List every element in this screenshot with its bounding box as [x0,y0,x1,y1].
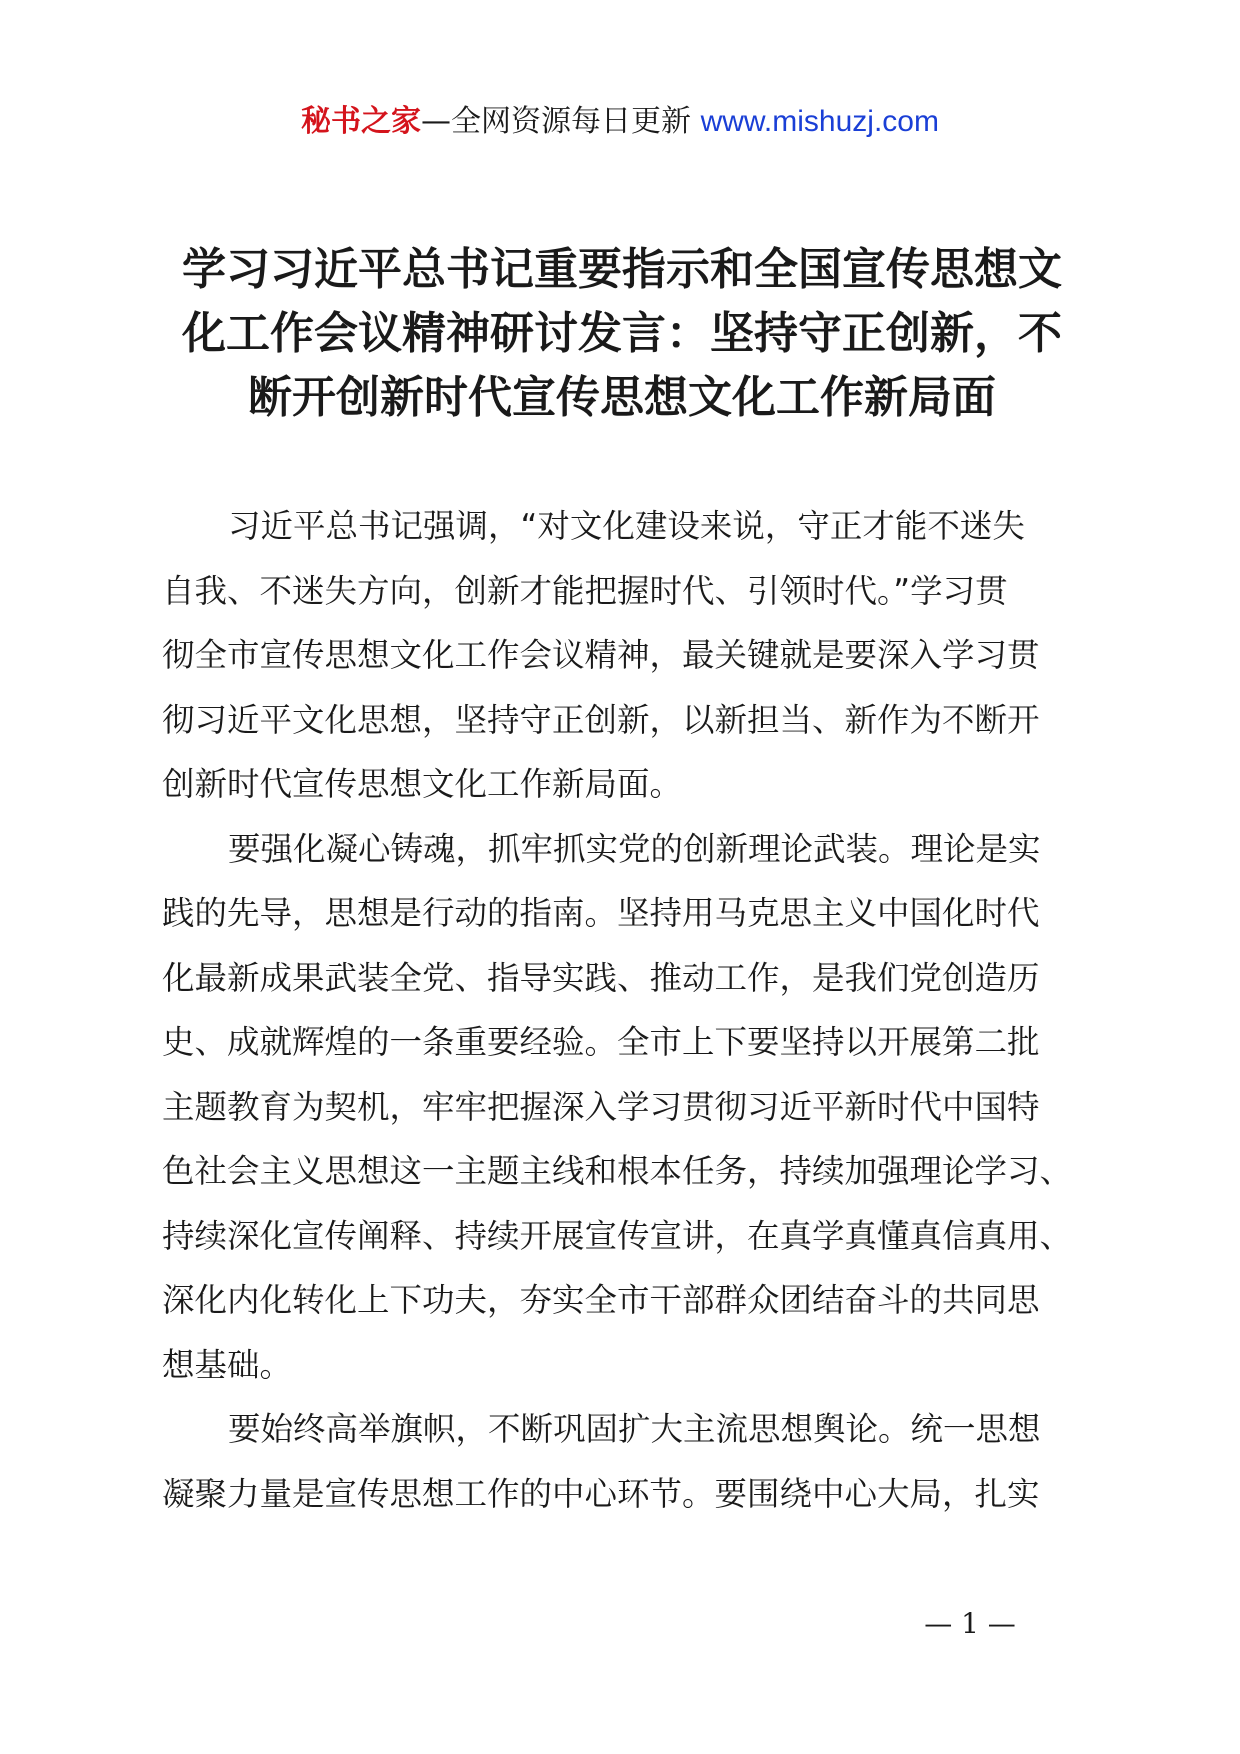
title-line: 断开创新时代宣传思想文化工作新局面 [248,372,996,423]
title-line: 学习习近平总书记重要指示和全国宣传思想文 [182,244,1062,295]
body-line: 要始终高举旗帜，不断巩固扩大主流思想舆论。统一思想 [228,1410,1041,1448]
paragraph-3 [162,1397,1082,1526]
paragraph-1 [162,494,1082,817]
header-tagline: —全网资源每日更新 [421,104,701,139]
document-body [162,494,1082,1526]
body-line: 色社会主义思想这一主题主线和根本任务，持续加强理论学习、 [162,1152,1073,1190]
body-line: 彻习近平文化思想，坚持守正创新，以新担当、新作为不断开 [162,700,1040,739]
body-line: 自我、不迷失方向，创新才能把握时代、引领时代。”学习贯 [162,571,1008,610]
body-line: 主题教育为契机，牢牢把握深入学习贯彻习近平新时代中国特 [162,1087,1040,1126]
body-line: 化最新成果武装全党、指导实践、推动工作，是我们党创造历 [162,958,1040,997]
body-line: 深化内化转化上下功夫，夯实全市干部群众团结奋斗的共同思 [162,1281,1040,1319]
body-line: 持续深化宣传阐释、持续开展宣传宣讲，在真学真懂真信真用、 [162,1216,1073,1255]
title-line: 化工作会议精神研讨发言：坚持守正创新，不 [182,308,1062,359]
body-line: 凝聚力量是宣传思想工作的中心环节。要围绕中心大局，扎实 [162,1474,1040,1513]
page-number: — 1 — [924,1607,1016,1640]
body-line: 史、成就辉煌的一条重要经验。全市上下要坚持以开展第二批 [162,1023,1040,1061]
body-line: 习近平总书记强调，“对文化建设来说，守正才能不迷失 [228,507,1025,545]
body-line: 践的先导，思想是行动的指南。坚持用马克思主义中国化时代 [162,894,1040,932]
body-line: 彻全市宣传思想文化工作会议精神，最关键就是要深入学习贯 [162,636,1040,674]
paragraph-2 [162,817,1082,1398]
site-header [0,100,1240,144]
site-url-link[interactable]: www.mishuzj.com [700,105,939,138]
body-line: 想基础。 [162,1345,293,1384]
document-title [162,238,1082,430]
brand-name: 秘书之家 [301,104,422,139]
body-line: 要强化凝心铸魂，抓牢抓实党的创新理论武装。理论是实 [228,829,1041,868]
body-line: 创新时代宣传思想文化工作新局面。 [162,765,683,803]
